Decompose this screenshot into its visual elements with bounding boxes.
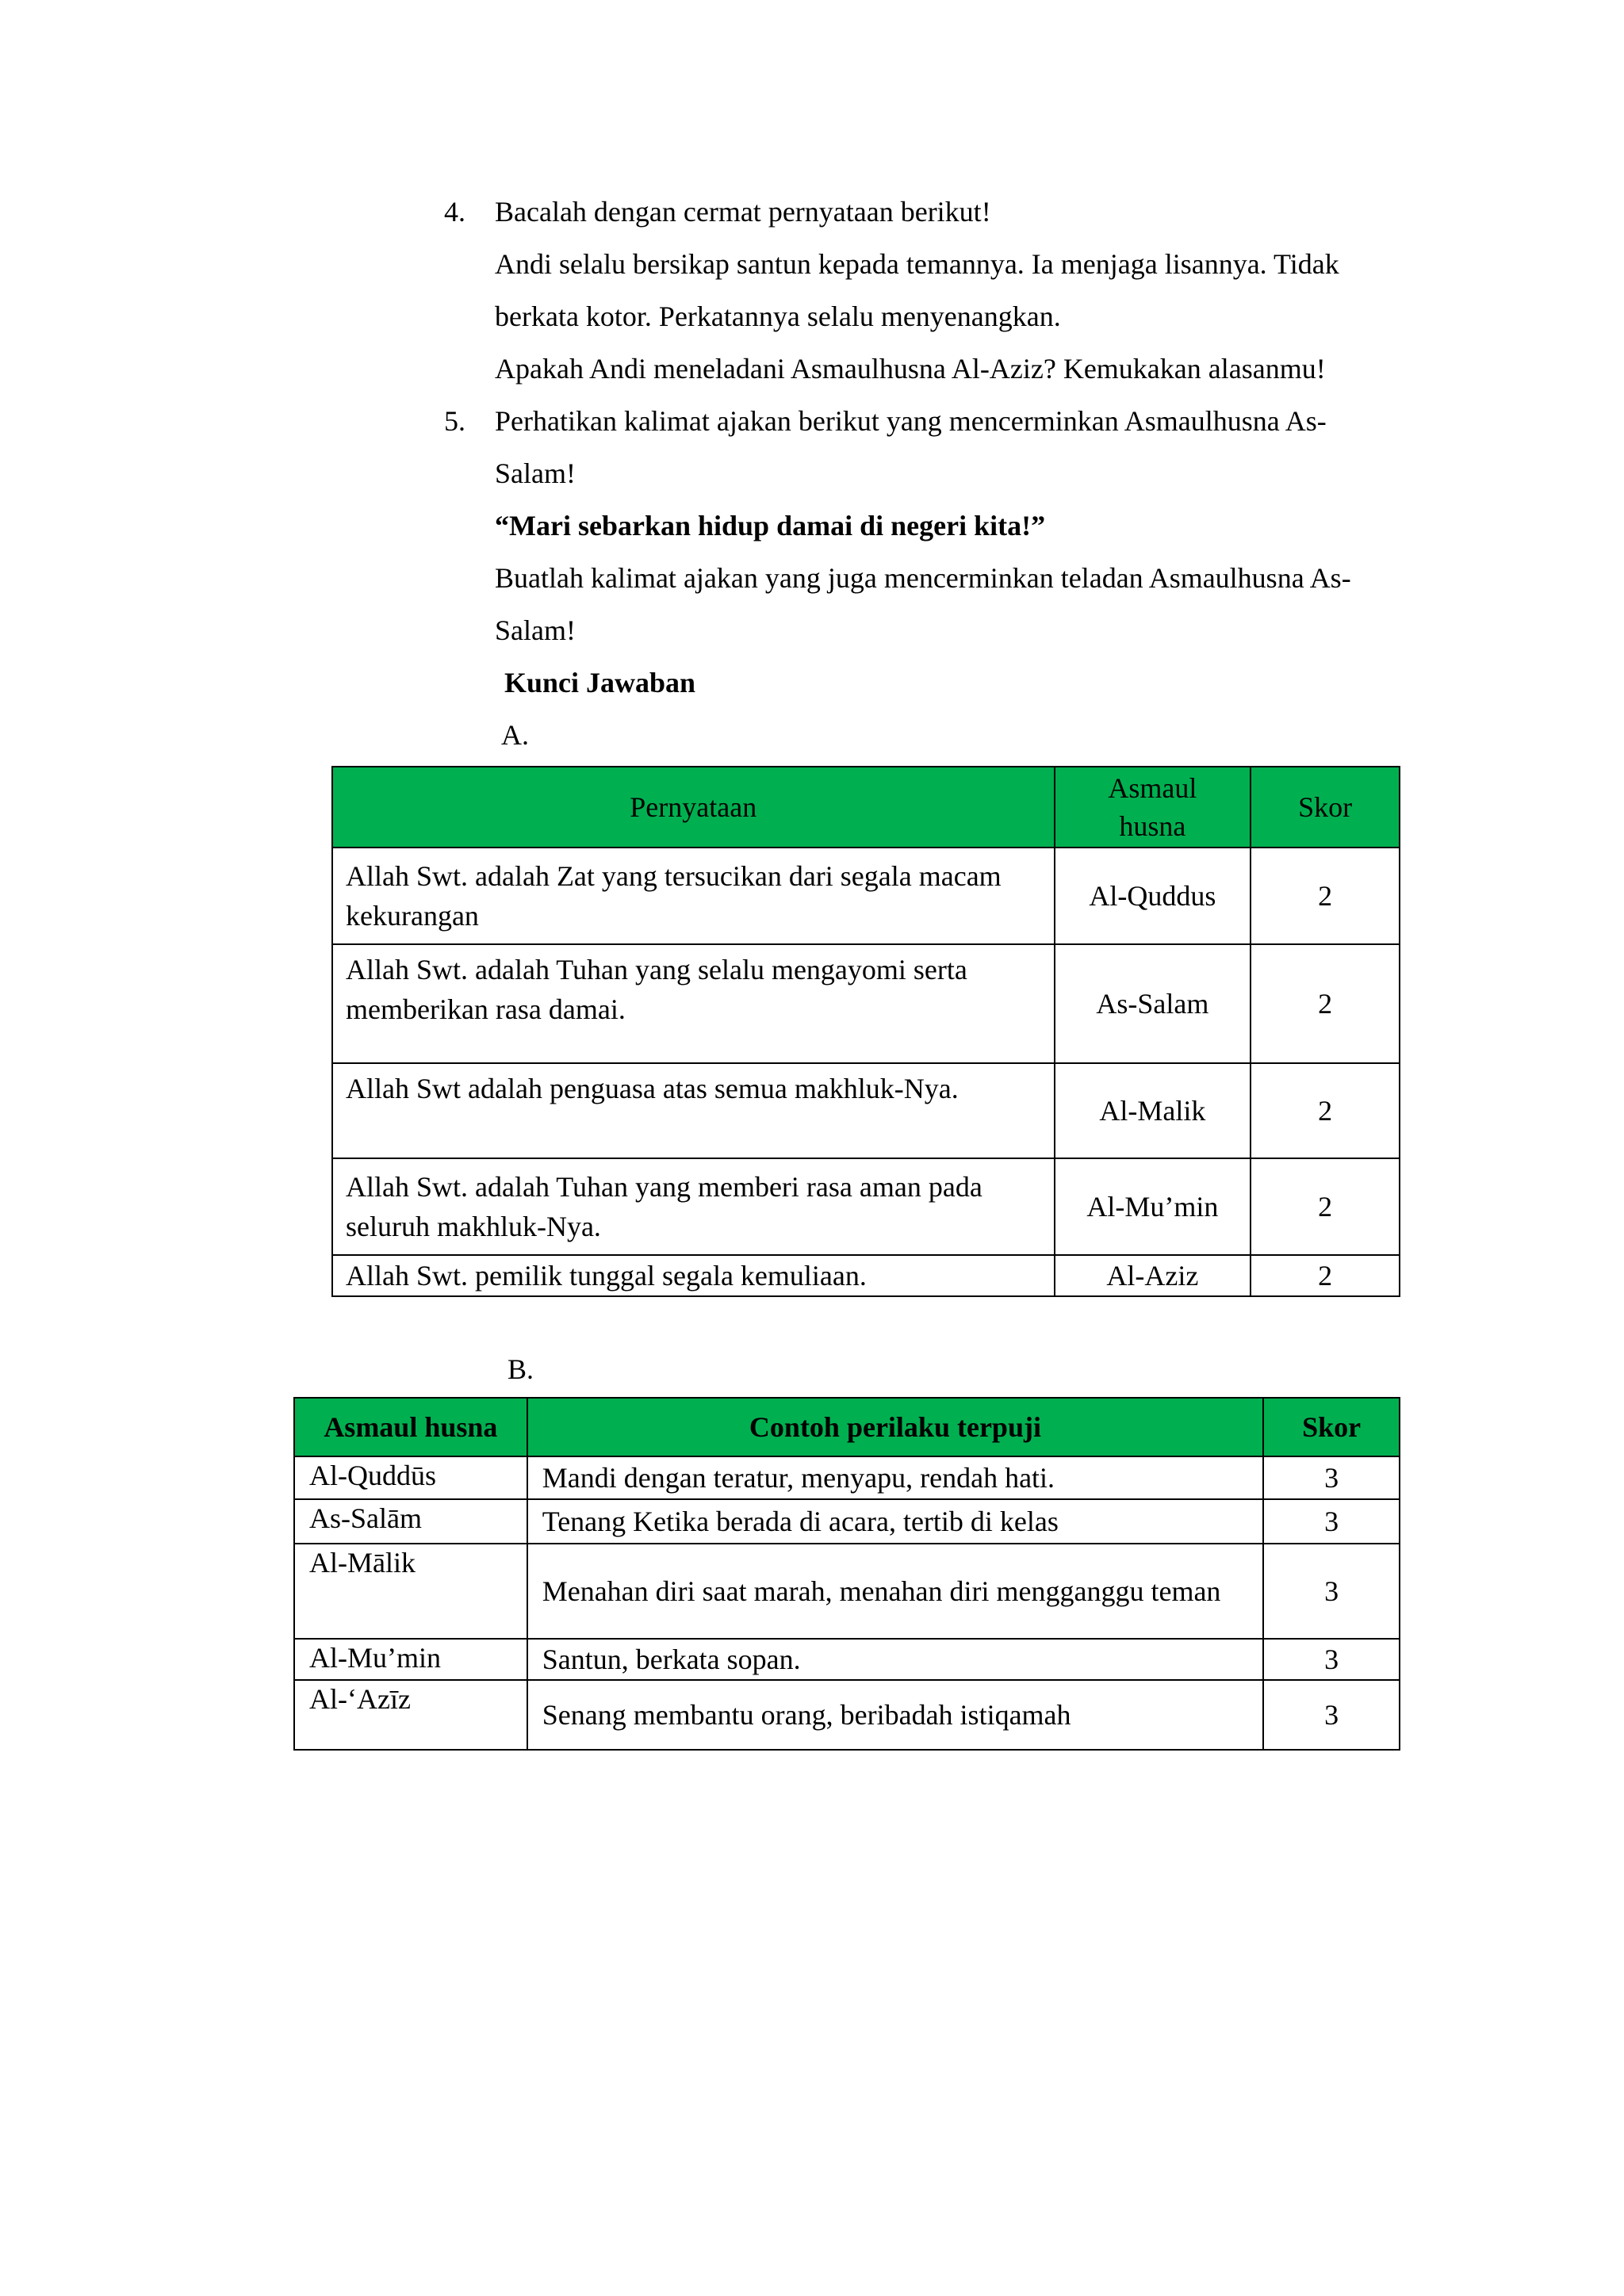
column-header-contoh-perilaku: Contoh perilaku terpuji: [527, 1398, 1263, 1456]
table-row: [332, 1158, 1400, 1255]
asmaul-cell: Al-Quddus: [1055, 848, 1251, 944]
answer-table-a: [331, 766, 1400, 1297]
statement-cell: Allah Swt. pemilik tunggal segala kemuliaan.: [332, 1255, 1055, 1296]
answer-table-b: [293, 1397, 1400, 1751]
statement-cell: Allah Swt. adalah Zat yang tersucikan dari segala macam kekurangan: [332, 848, 1055, 944]
column-header-pernyataan: Pernyataan: [332, 767, 1055, 848]
section-b-label: B.: [508, 1353, 534, 1385]
table-row: [332, 848, 1400, 944]
asmaul-cell: Al-Mu’min: [294, 1639, 527, 1680]
column-header-skor: Skor: [1263, 1398, 1400, 1456]
asmaul-cell: Al-Aziz: [1055, 1255, 1251, 1296]
question-number: 4.: [444, 196, 465, 228]
score-cell: 3: [1263, 1456, 1400, 1499]
score-cell: 3: [1263, 1544, 1400, 1639]
question-5: [444, 395, 1411, 656]
score-cell: 2: [1251, 944, 1400, 1063]
score-cell: 3: [1263, 1639, 1400, 1680]
question-line: Andi selalu bersikap santun kepada temannya. Ia menjaga lisannya. Tidak: [495, 248, 1339, 280]
table-row: [332, 1063, 1400, 1158]
column-header-asmaul-husna: Asmaul husna: [1055, 767, 1251, 848]
statement-cell: Allah Swt adalah penguasa atas semua makhluk-Nya.: [332, 1063, 1055, 1158]
score-cell: 3: [1263, 1680, 1400, 1750]
example-cell: Senang membantu orang, beribadah istiqamah: [527, 1680, 1263, 1750]
asmaul-cell: As-Salām: [294, 1499, 527, 1544]
table-row: [294, 1680, 1400, 1750]
asmaul-cell: As-Salam: [1055, 944, 1251, 1063]
question-4: [444, 186, 1411, 395]
question-line: Bacalah dengan cermat pernyataan berikut!: [495, 196, 991, 228]
question-line: Perhatikan kalimat ajakan berikut yang mencerminkan Asmaulhusna As-: [495, 405, 1327, 437]
example-cell: Tenang Ketika berada di acara, tertib di kelas: [527, 1499, 1263, 1544]
table-row: [332, 1255, 1400, 1296]
statement-cell: Allah Swt. adalah Tuhan yang selalu mengayomi serta memberikan rasa damai.: [332, 944, 1055, 1063]
table-row: [294, 1456, 1400, 1499]
asmaul-cell: Al-‘Azīz: [294, 1680, 527, 1750]
example-cell: Mandi dengan teratur, menyapu, rendah hati.: [527, 1456, 1263, 1499]
answer-key-title: Kunci Jawaban: [504, 667, 696, 698]
statement-cell: Allah Swt. adalah Tuhan yang memberi rasa aman pada seluruh makhluk-Nya.: [332, 1158, 1055, 1255]
column-header-skor: Skor: [1251, 767, 1400, 848]
example-cell: Menahan diri saat marah, menahan diri mengganggu teman: [527, 1544, 1263, 1639]
asmaul-cell: Al-Mālik: [294, 1544, 527, 1639]
section-a-label: A.: [501, 719, 529, 751]
score-cell: 2: [1251, 1158, 1400, 1255]
table-row: [294, 1639, 1400, 1680]
score-cell: 2: [1251, 1255, 1400, 1296]
question-line: berkata kotor. Perkatannya selalu menyenangkan.: [495, 300, 1061, 332]
score-cell: 2: [1251, 848, 1400, 944]
score-cell: 3: [1263, 1499, 1400, 1544]
column-header-asmaul-husna: Asmaul husna: [294, 1398, 527, 1456]
table-header-row: [294, 1398, 1400, 1456]
question-line: Apakah Andi meneladani Asmaulhusna Al-Aziz? Kemukakan alasanmu!: [495, 353, 1326, 385]
asmaul-cell: Al-Quddūs: [294, 1456, 527, 1499]
question-line: Salam!: [495, 614, 576, 646]
example-cell: Santun, berkata sopan.: [527, 1639, 1263, 1680]
question-number: 5.: [444, 405, 465, 437]
quote-line: “Mari sebarkan hidup damai di negeri kita!”: [495, 510, 1046, 541]
table-row: [332, 944, 1400, 1063]
question-line: Buatlah kalimat ajakan yang juga mencerminkan teladan Asmaulhusna As-: [495, 562, 1351, 594]
table-header-row: [332, 767, 1400, 848]
table-row: [294, 1499, 1400, 1544]
asmaul-cell: Al-Malik: [1055, 1063, 1251, 1158]
question-line: Salam!: [495, 457, 576, 489]
score-cell: 2: [1251, 1063, 1400, 1158]
table-row: [294, 1544, 1400, 1639]
asmaul-cell: Al-Mu’min: [1055, 1158, 1251, 1255]
